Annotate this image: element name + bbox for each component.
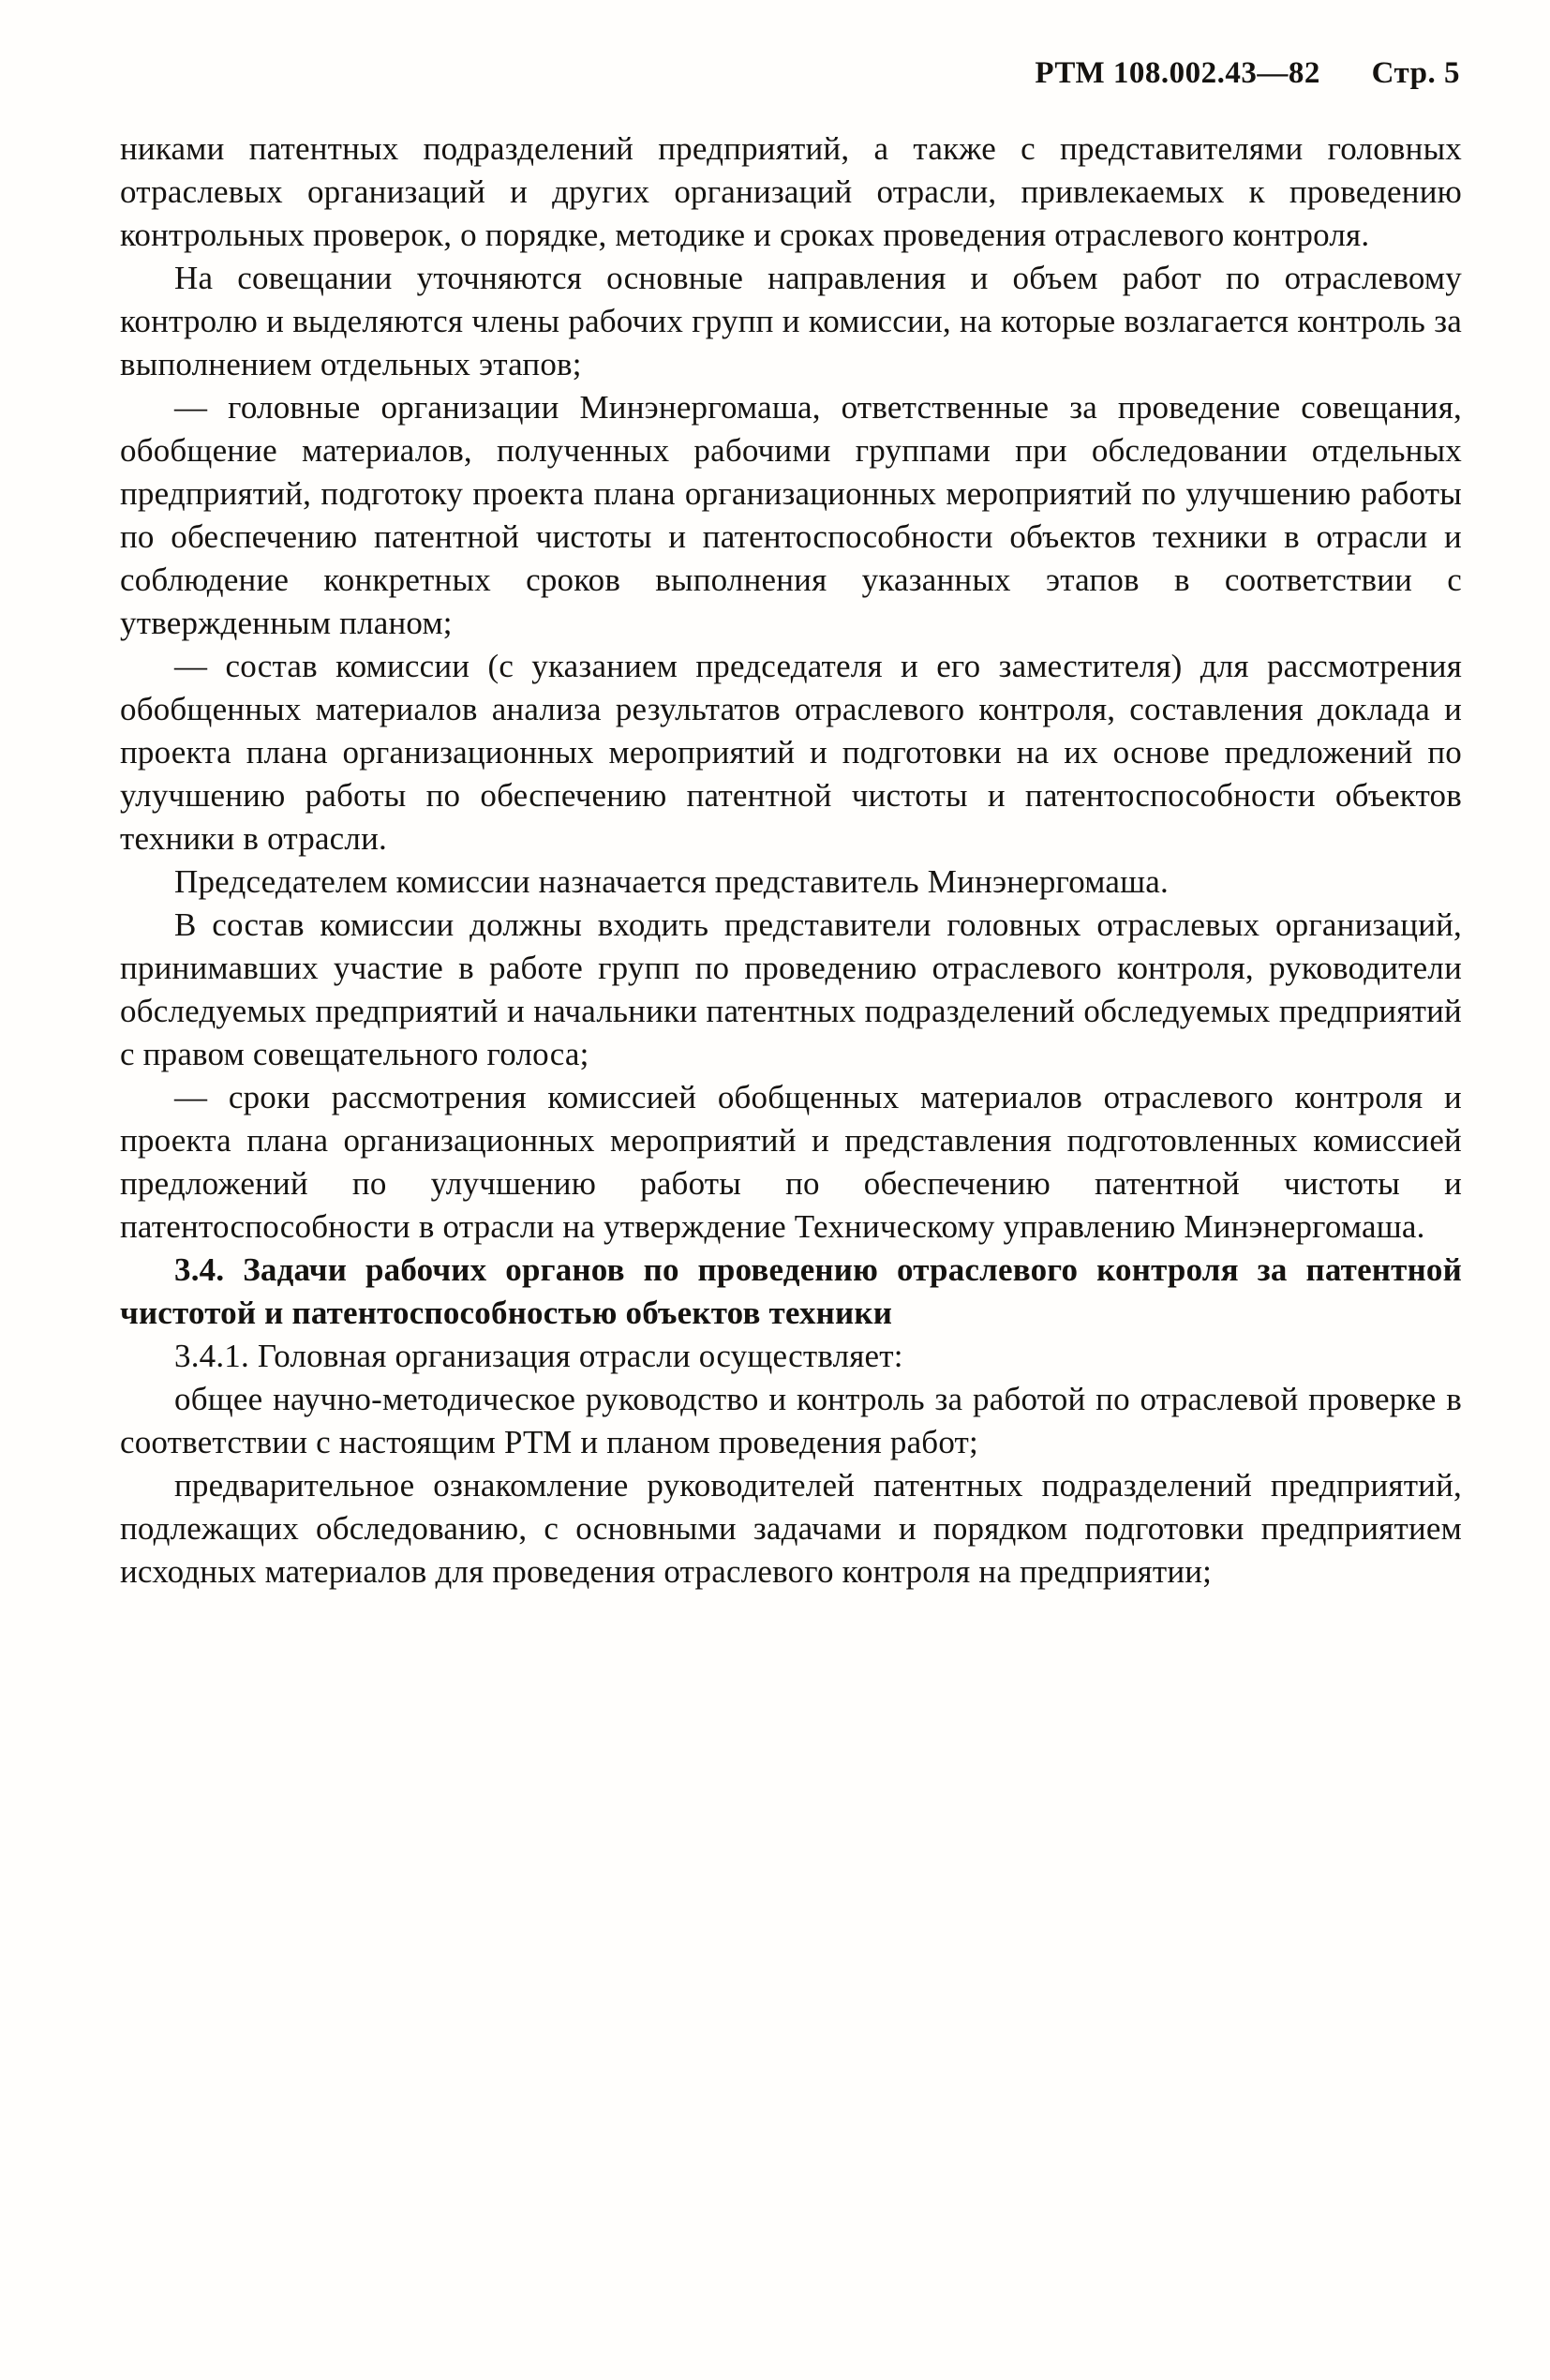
doc-number: РТМ 108.002.43—82 — [1035, 56, 1320, 90]
paragraph: Председателем комиссии назначается представитель Минэнергомаша. — [174, 863, 1169, 900]
list-item-dash: — сроки рассмотрения комиссией обобщенных материалов отраслевого контроля и проекта плана организационных мероприятий и представления подготовленных комиссией предложений по улучшению работы по обеспечению патентной чистоты и патентоспособности в отрасли на утверждение Техническому управлению Минэнергомаша. — [120, 1079, 1462, 1245]
list-item-dash: — головные организации Минэнергомаша, ответственные за проведение совещания, обобщение материалов, полученных рабочими группами при обследовании отдельных предприятий, подготоку проекта плана организационных мероприятий по улучшению работы по обеспечению патентной чистоты и патентоспособности объектов техники в отрасли и соблюдение конкретных сроков выполнения указанных этапов в соответствии с утвержденным планом; — [120, 389, 1462, 641]
section-heading-3-4: 3.4. Задачи рабочих органов по проведению отраслевого контроля за патентной чистотой и патентоспособностью объектов техники — [120, 1251, 1462, 1331]
document-body — [120, 127, 1462, 1594]
paragraph-continuation: никами патентных подразделений предприятий, а также с представителями головных отраслевых организаций и других организаций отрасли, привлекаемых к проведению контрольных проверок, о порядке, методике и сроках проведения отраслевого контроля. — [120, 130, 1462, 253]
list-item-dash: — состав комиссии (с указанием председателя и его заместителя) для рассмотрения обобщенных материалов анализа результатов отраслевого контроля, составления доклада и проекта плана организационных мероприятий и подготовки на их основе предложений по улучшению работы по обеспечению патентной чистоты и патентоспособности объектов техники в отрасли. — [120, 648, 1462, 857]
paragraph: предварительное ознакомление руководителей патентных подразделений предприятий, подлежащих обследованию, с основными задачами и порядком подготовки предприятием исходных материалов для проведения отраслевого контроля на предприятии; — [120, 1467, 1462, 1590]
paragraph: общее научно-методическое руководство и контроль за работой по отраслевой проверке в соответствии с настоящим РТМ и планом проведения работ; — [120, 1381, 1462, 1460]
page-number-label: Стр. 5 — [1371, 56, 1460, 90]
paragraph: В состав комиссии должны входить представители головных отраслевых организаций, принимавших участие в работе групп по проведению отраслевого контроля, руководители обследуемых предприятий и начальники патентных подразделений обследуемых предприятий с правом совещательного голоса; — [120, 906, 1462, 1072]
paragraph: На совещании уточняются основные направления и объем работ по отраслевому контролю и выделяются члены рабочих групп и комиссии, на которые возлагается контроль за выполнением отдельных этапов; — [120, 260, 1462, 382]
subsection-heading-3-4-1: 3.4.1. Головная организация отрасли осуществляет: — [174, 1338, 903, 1374]
page-header — [120, 54, 1460, 92]
